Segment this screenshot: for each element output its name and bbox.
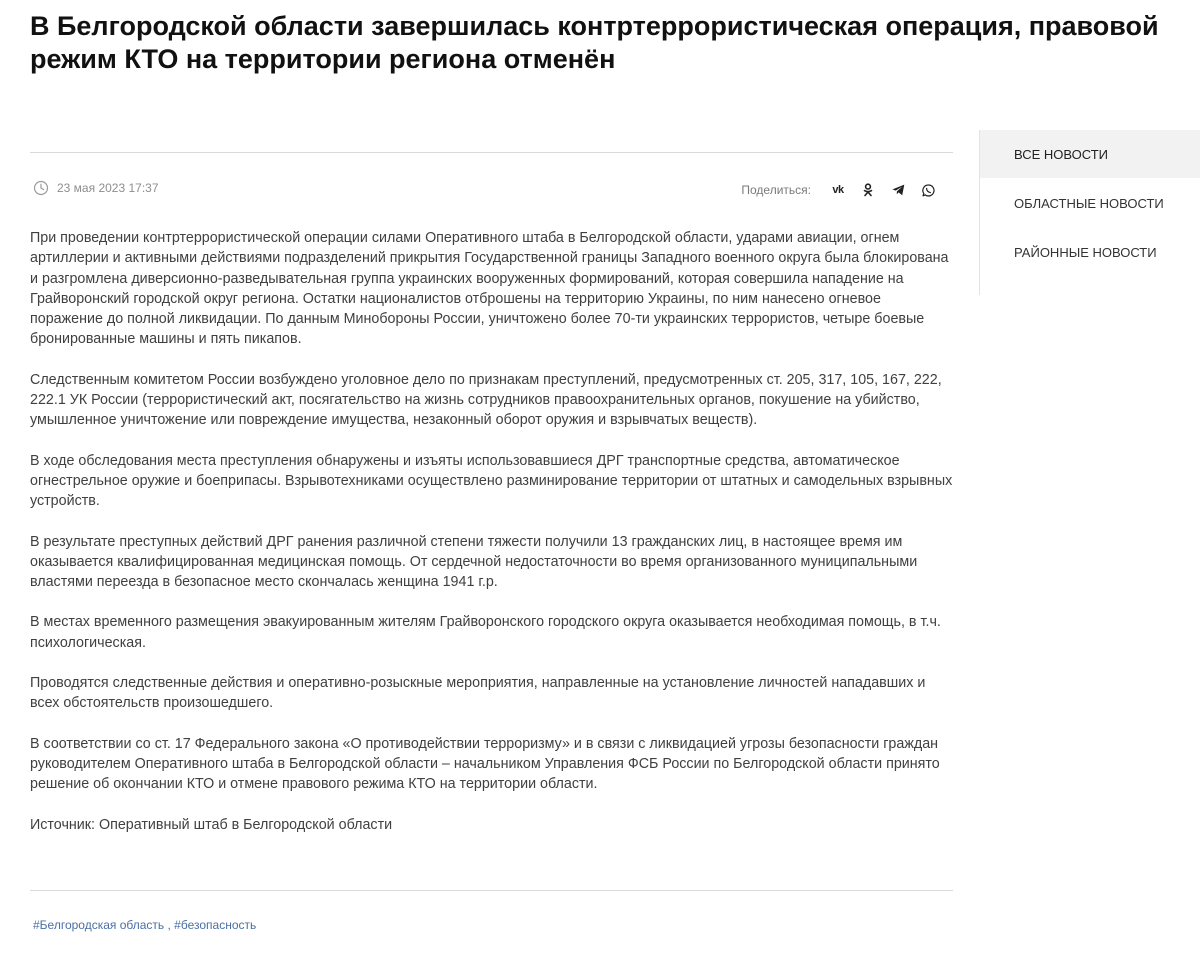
share-ok-button[interactable]	[853, 180, 883, 200]
telegram-icon	[892, 184, 905, 196]
sidebar-item-label: ВСЕ НОВОСТИ	[1014, 146, 1109, 162]
article-body	[30, 228, 955, 855]
tag-link-belgorod-region[interactable]: #Белгородская область	[33, 918, 165, 932]
article-paragraph: В местах временного размещения эвакуированным жителям Грайворонского городского округа оказывается необходимая помощь, в т.ч. психологическая.	[30, 614, 941, 651]
article-paragraph: В результате преступных действий ДРГ ранения различной степени тяжести получили 13 гражданских лиц, в настоящее время им оказывается квалифицированная медицинская помощь. От сердечной недостаточности во время организованного муниципальными властями переезда в безопасное место скончалась женщина 1941 г.р.	[30, 533, 918, 591]
article-paragraph: Следственным комитетом России возбуждено уголовное дело по признакам преступлений, предусмотренных ст. 205, 317, 105, 167, 222, 222.1 УК России (террористический акт, посягательство на жизнь сотрудников правоохранительных органов, покушение на убийство, умышленное уничтожение или повреждение имущества, незаконный оборот оружия и взрывчатых веществ).	[30, 371, 942, 429]
clock-icon	[33, 180, 49, 196]
sidebar-item-label: ОБЛАСТНЫЕ НОВОСТИ	[1014, 195, 1164, 211]
article-meta	[33, 180, 943, 200]
article-paragraph: В соответствии со ст. 17 Федерального закона «О противодействии терроризму» и в связи с ликвидацией угрозы безопасности граждан руководителем Оперативного штаба в Белгородской области – начальником Управления ФСБ России по Белгородской области принято решение об окончании КТО и отмене правового режима КТО на территории области.	[30, 735, 940, 793]
share-vk-button[interactable]	[823, 180, 853, 200]
article-title: В Белгородской области завершилась контртеррористическая операция, правовой режим КТО на территории региона отменён	[30, 11, 1159, 74]
divider-bottom	[30, 890, 953, 891]
tag-list	[33, 918, 256, 932]
share-whatsapp-button[interactable]	[913, 180, 943, 200]
article-paragraph: Проводятся следственные действия и оперативно-розыскные мероприятия, направленные на установление личностей нападавших и всех обстоятельств произошедшего.	[30, 675, 926, 712]
sidebar-item-all-news[interactable]	[980, 130, 1200, 178]
vk-icon: vk	[832, 184, 844, 196]
tag-separator: ,	[167, 918, 175, 932]
publish-date	[33, 180, 159, 196]
sidebar-item-label: РАЙОННЫЕ НОВОСТИ	[1014, 244, 1157, 260]
share-bar	[741, 180, 943, 200]
article-paragraph: При проведении контртеррористической операции силами Оперативного штаба в Белгородской области, ударами авиации, огнем артиллерии и активными действиями подразделений прикрытия Государственной границы Западного военного округа была блокирована и разгромлена диверсионно-разведывательная группа украинских вооруженных формирований, которая совершила нападение на Грайворонский городской округ региона. Остатки националистов отброшены на территорию Украины, по ним нанесено огневое поражение до полной ликвидации. По данным Минобороны России, уничтожено более 70-ти украинских террористов, четыре боевые бронированные машины и пять пикапов.	[30, 230, 949, 348]
odnoklassniki-icon	[863, 183, 873, 197]
tag-link-security[interactable]: #безопасность	[174, 918, 257, 932]
divider-top	[30, 152, 953, 153]
sidebar-item-regional-news[interactable]	[980, 179, 1200, 227]
share-telegram-button[interactable]	[883, 180, 913, 200]
publish-date-text: 23 мая 2023 17:37	[57, 181, 159, 195]
share-label: Поделиться:	[741, 183, 811, 197]
sidebar-item-district-news[interactable]	[980, 228, 1200, 276]
article-paragraph: В ходе обследования места преступления обнаружены и изъяты использовавшиеся ДРГ транспортные средства, автоматическое огнестрельное оружие и боеприпасы. Взрывотехниками осуществлено разминирование территории от штатных и самодельных взрывных устройств.	[30, 452, 953, 510]
news-sidebar	[979, 130, 1200, 295]
whatsapp-icon	[922, 184, 935, 197]
article-source: Источник: Оперативный штаб в Белгородской области	[30, 816, 393, 833]
